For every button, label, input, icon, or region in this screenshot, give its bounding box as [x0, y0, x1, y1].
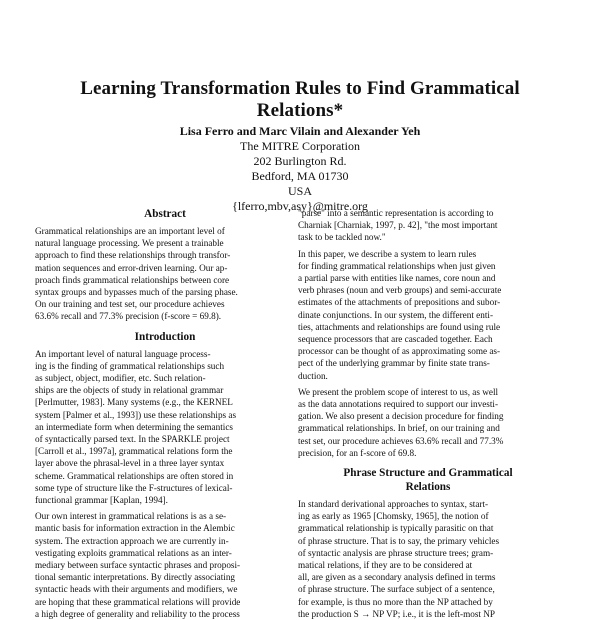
- text-line: An important level of natural language process-: [35, 348, 211, 359]
- paragraph-scope: [298, 386, 558, 459]
- text-line: [Perlmutter, 1983]. Many systems (e.g., the KERNEL: [35, 397, 233, 408]
- email: {lferro,mbv,asy}@mitre.org: [232, 199, 368, 213]
- paper-title: [40, 78, 560, 122]
- section-heading-line-2: Relations: [405, 481, 451, 494]
- paragraph-phrase-structure: [298, 498, 558, 620]
- text-line: scheme. Grammatical relationships are often stored in: [35, 470, 234, 481]
- text-line: approach to find these relationships through transfor-: [35, 250, 231, 261]
- text-line: functional grammar [Kaplan, 1994].: [35, 495, 168, 506]
- left-column: [35, 207, 295, 620]
- text-line: Charniak [Charniak, 1997, p. 42], "the most important: [298, 220, 498, 231]
- introduction-heading: Introduction: [134, 330, 196, 343]
- section-heading-line-1: Phrase Structure and Grammatical: [343, 467, 513, 480]
- text-line: We present the problem scope of interest to us, as well: [298, 386, 499, 397]
- text-line: verb phrases (noun and verb groups) and semi-accurate: [298, 285, 502, 296]
- text-line: gation. We also present a decision procedure for finding: [298, 411, 504, 422]
- country: USA: [287, 184, 312, 198]
- text-line: an intermediate form when determining the semantics: [35, 421, 233, 432]
- continued-paragraph: [298, 207, 558, 244]
- text-line: system. The extraction approach we are currently in-: [35, 535, 229, 546]
- text-line: pect of the underlying grammar by finite state trans-: [298, 358, 490, 369]
- text-line: natural language processing. We present a trainable: [35, 238, 224, 249]
- text-line: of syntactic analysis are phrase structure trees; gram-: [298, 547, 494, 558]
- text-line: ing as early as 1965 [Chomsky, 1965], the notion of: [298, 511, 489, 522]
- text-line: processor can be thought of as approximating some as-: [298, 346, 501, 357]
- text-line: a partial parse with entities like names, core noun and: [298, 273, 496, 284]
- text-line: ships are the objects of study in relational grammar: [35, 385, 224, 396]
- text-line: for example, is thus no more than the NP attached by: [298, 596, 493, 607]
- text-line: [Carroll et al., 1997a], grammatical relations form the: [35, 446, 233, 457]
- text-line: Our own interest in grammatical relations is as a se-: [35, 511, 227, 522]
- text-line: ties, attachments and relationships are found using rule: [298, 321, 501, 332]
- section-heading: [298, 466, 558, 494]
- text-line: a high degree of generality and reliability to the process: [35, 608, 240, 619]
- text-line: of phrase structure. The surface subject of a sentence,: [298, 584, 495, 595]
- text-line: for finding grammatical relationships when just given: [298, 260, 496, 271]
- text-line: "parse" into a semantic representation is according to: [298, 208, 494, 218]
- text-line: duction.: [298, 370, 328, 381]
- abstract-text: [35, 225, 295, 323]
- text-line: are hoping that these grammatical relations will provide: [35, 596, 241, 607]
- text-line: of syntactically parsed text. In the SPARKLE project: [35, 434, 230, 445]
- title-line-1: Learning Transformation Rules to Find Grammatical: [80, 78, 520, 99]
- paragraph-system: [298, 248, 558, 382]
- text-line: the production S → NP VP; i.e., it is the left-most NP: [298, 608, 496, 619]
- text-line: proach finds grammatical relationships between core: [35, 274, 230, 285]
- text-line: of phrase structure. That is to say, the primary vehicles: [298, 535, 500, 546]
- text-line: vestigating exploits grammatical relations as an inter-: [35, 547, 232, 558]
- text-line: matical relations, if they are to be considered at: [298, 560, 473, 571]
- text-line: task to be tackled now.": [298, 232, 386, 243]
- address-line-1: 202 Burlington Rd.: [253, 154, 347, 168]
- right-column: [298, 207, 558, 620]
- text-line: mantic basis for information extraction in the Alembic: [35, 523, 235, 534]
- text-line: grammatical relationships. In brief, on our training and: [298, 423, 500, 434]
- text-line: In this paper, we describe a system to learn rules: [298, 248, 477, 259]
- text-line: syntax groups and bypasses much of the parsing phase.: [35, 287, 238, 298]
- text-line: mation sequences and error-driven learning. Our ap-: [35, 262, 228, 273]
- text-line: tional semantic interpretations. By directly associating: [35, 572, 236, 583]
- text-line: as subject, object, modifier, etc. Such relation-: [35, 373, 206, 384]
- intro-paragraph-2: [35, 510, 295, 620]
- text-line: as the data annotations required to support our investi-: [298, 399, 499, 410]
- text-line: In standard derivational approaches to syntax, start-: [298, 499, 489, 510]
- text-line: syntactic heads with their arguments and modifiers, we: [35, 584, 238, 595]
- text-line: sequence processors that are cascaded together. Each: [298, 334, 493, 345]
- text-line: 63.6% recall and 77.3% precision (f-score = 69.8).: [35, 311, 222, 322]
- title-line-2: Relations*: [256, 100, 344, 121]
- text-line: On our training and test set, our procedure achieves: [35, 299, 225, 310]
- author-block: [150, 124, 450, 214]
- text-line: mediary between surface syntactic phrases and proposi-: [35, 560, 241, 571]
- author-names: Lisa Ferro and Marc Vilain and Alexander Yeh: [179, 124, 421, 138]
- text-line: ing is the finding of grammatical relationships such: [35, 360, 225, 371]
- text-line: precision, for an f-score of 69.8.: [298, 447, 417, 458]
- intro-paragraph-1: [35, 348, 295, 507]
- address-line-2: Bedford, MA 01730: [251, 169, 349, 183]
- abstract-heading: Abstract: [144, 208, 186, 220]
- text-line: system [Palmer et al., 1993]) use these relationships as: [35, 409, 237, 420]
- text-line: dinate conjunctions. In our system, the different enti-: [298, 309, 494, 320]
- text-line: some type of structure like the F-structures of lexical-: [35, 482, 233, 493]
- text-line: all, are given as a secondary analysis defined in terms: [298, 572, 496, 583]
- text-line: Grammatical relationships are an important level of: [35, 226, 225, 236]
- text-line: estimates of the attachments of prepositions and subor-: [298, 297, 501, 308]
- text-line: grammatical relationship is typically parasitic on that: [298, 523, 494, 534]
- text-line: layer above the phrasal-level in a three layer syntax: [35, 458, 225, 469]
- text-line: test set, our procedure achieves 63.6% recall and 77.3%: [298, 435, 504, 446]
- affiliation: The MITRE Corporation: [240, 139, 360, 153]
